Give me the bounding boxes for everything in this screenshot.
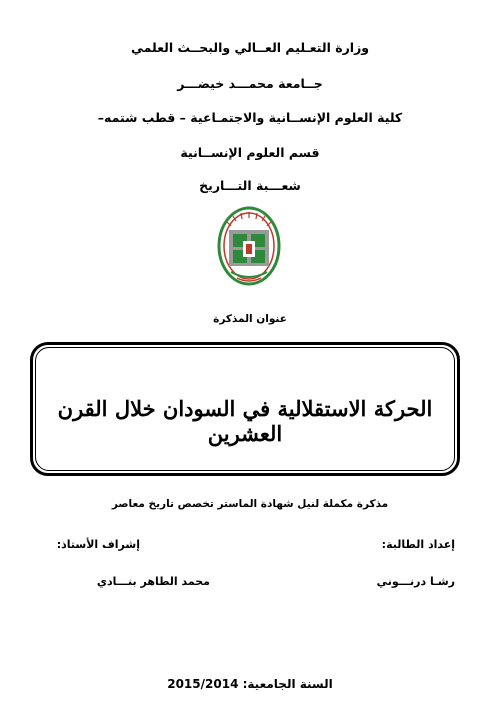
faculty-name: كلية العلوم الإنســانية والاجتمـاعية – قطب شتمه– <box>97 110 403 125</box>
supervisor-name: محمد الطاهر بنـــادي <box>96 575 210 588</box>
academic-year-value: 2015/2014 <box>167 677 239 691</box>
academic-year-label: السنة الجامعية: <box>242 677 333 691</box>
supervisor-label: إشراف الأستاذ: <box>56 538 140 551</box>
memo-title-label: عنوان المذكرة <box>213 313 287 325</box>
department-name: قسم العلوم الإنســانية <box>180 145 320 160</box>
thesis-description: مذكرة مكملة لنيل شهادة الماستر تخصص تاريخ معاصر <box>111 498 389 510</box>
student-name: رشـا درنـــوني <box>376 575 455 588</box>
academic-year <box>0 677 500 691</box>
university-seal-icon <box>217 206 281 296</box>
memo-title: الحركة الاستقلالية في السودان خلال القرن العشرين <box>57 396 433 446</box>
ministry-name: وزارة التعـليم العــالي والبحــث العلمي <box>130 40 370 55</box>
prepared-by-label: إعداد الطالبة: <box>381 538 455 551</box>
university-name: جــامعة محمـــد خيضـــر <box>177 76 323 91</box>
branch-name: شعـــبة التـــاريخ <box>199 178 301 193</box>
